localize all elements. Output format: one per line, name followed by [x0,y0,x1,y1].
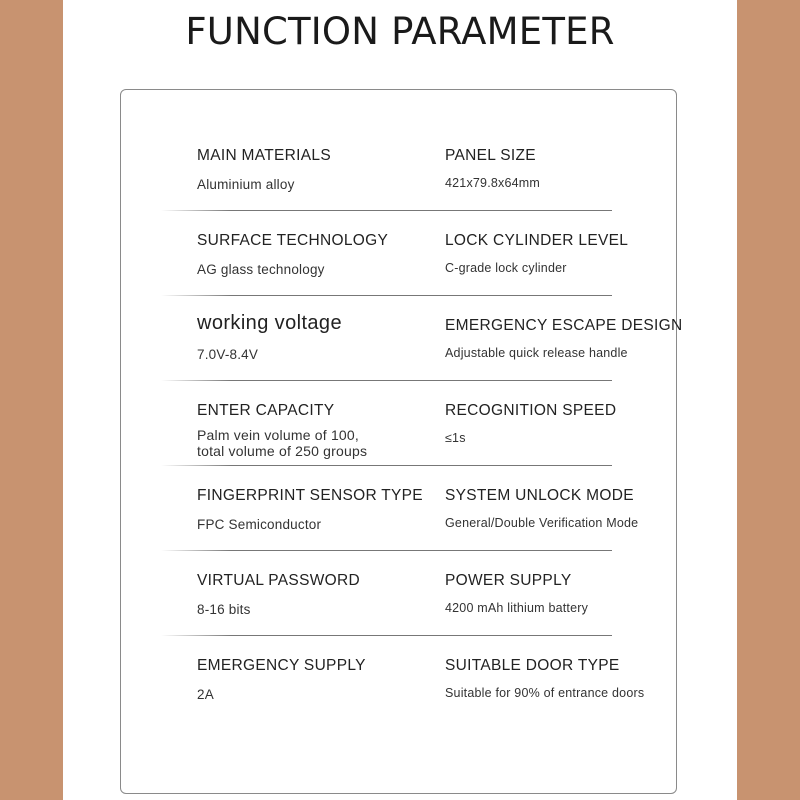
parameter-value: 2A [197,687,214,702]
parameter-label: LOCK CYLINDER LEVEL [445,232,629,249]
row-divider [161,295,612,296]
parameter-label: FINGERPRINT SENSOR TYPE [197,487,423,504]
row-divider [161,380,612,381]
parameter-value: Suitable for 90% of entrance doors [445,686,645,700]
parameter-value: 8-16 bits [197,602,251,617]
parameter-label: RECOGNITION SPEED [445,402,617,419]
parameter-label: PANEL SIZE [445,147,536,164]
parameter-value: Aluminium alloy [197,177,295,192]
parameter-label: SUITABLE DOOR TYPE [445,657,620,674]
parameter-label: VIRTUAL PASSWORD [197,572,360,589]
parameter-label: working voltage [197,312,342,334]
parameter-label: POWER SUPPLY [445,572,572,589]
parameter-value: FPC Semiconductor [197,517,322,532]
parameter-label: ENTER CAPACITY [197,402,335,419]
parameter-value: C-grade lock cylinder [445,261,567,275]
page-title: FUNCTION PARAMETER [185,10,615,53]
parameter-value: 421x79.8x64mm [445,176,541,190]
parameter-value: General/Double Verification Mode [445,516,639,530]
spec-sheet [63,0,737,800]
parameter-value: ≤1s [445,431,466,445]
parameter-row [121,487,676,572]
parameter-row [121,402,676,487]
parameter-panel [120,89,683,794]
parameter-row [121,312,683,402]
row-divider [161,210,612,211]
parameter-row [121,572,676,657]
parameter-row [121,657,676,742]
row-divider [161,550,612,551]
row-divider [161,465,612,466]
parameter-label: MAIN MATERIALS [197,147,331,164]
parameter-value: Adjustable quick release handle [445,346,628,360]
parameter-value: 4200 mAh lithium battery [445,601,589,615]
parameter-row [121,232,676,317]
parameter-value: Palm vein volume of 100, total volume of 250 groups [197,427,368,459]
row-divider [161,635,612,636]
parameter-label: EMERGENCY SUPPLY [197,657,366,674]
parameter-value: 7.0V-8.4V [197,347,259,362]
parameter-label: SYSTEM UNLOCK MODE [445,487,634,504]
parameter-row [121,147,676,232]
parameter-value: AG glass technology [197,262,325,277]
parameter-label: SURFACE TECHNOLOGY [197,232,389,249]
parameter-label: EMERGENCY ESCAPE DESIGN [445,317,683,334]
